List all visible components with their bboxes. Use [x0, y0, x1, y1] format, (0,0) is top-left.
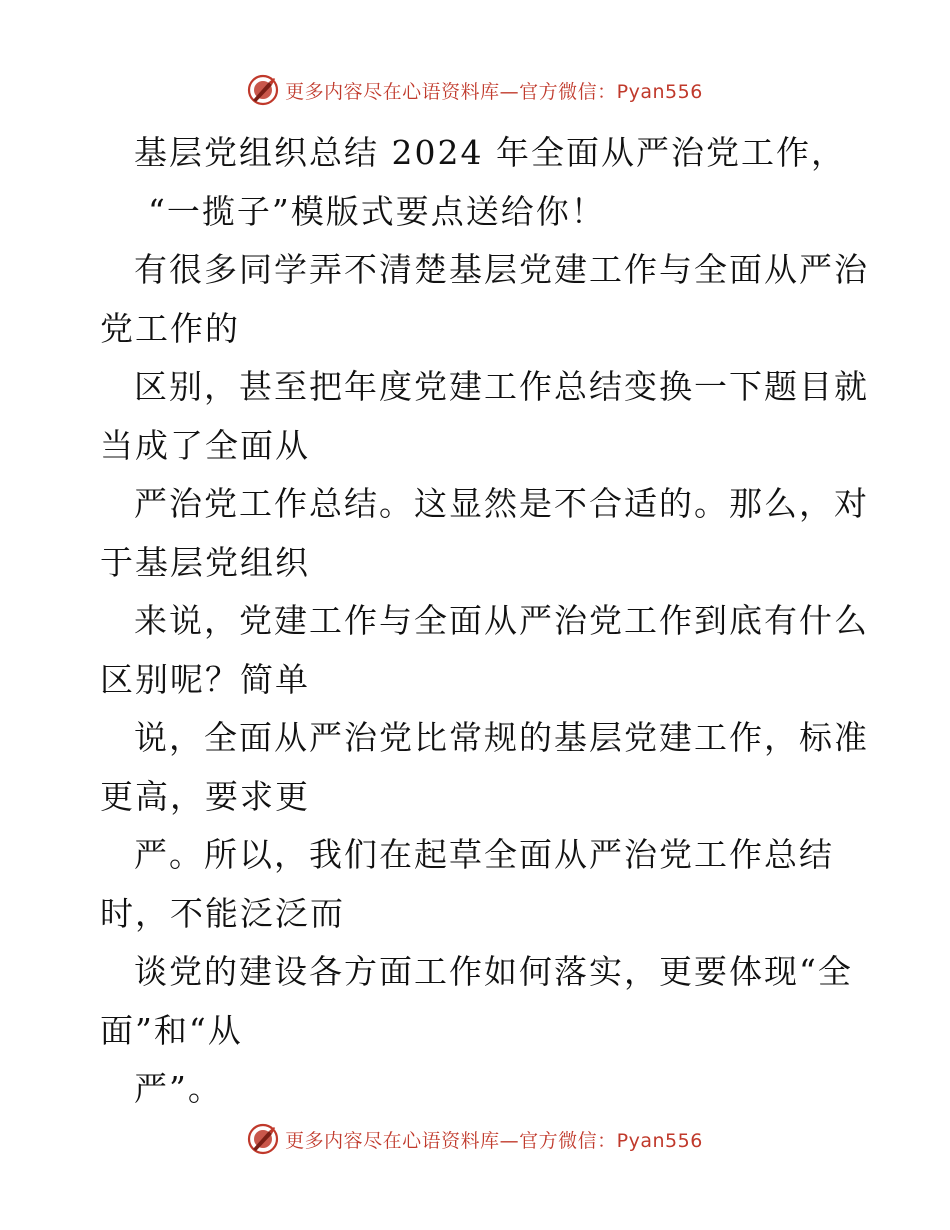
- paragraph-line: 来说，党建工作与全面从严治党工作到底有什么: [134, 601, 869, 640]
- document-body: [100, 124, 869, 1119]
- paragraph-line: 党工作的: [100, 308, 240, 348]
- paragraph-line: 严。所以，我们在起草全面从严治党工作总结: [134, 835, 834, 874]
- watermark-text: 更多内容尽在心语资料库—官方微信：Pyan556: [285, 80, 703, 103]
- paragraph-line: 有很多同学弄不清楚基层党建工作与全面从严治: [134, 250, 869, 289]
- paragraph-line: 面”和“从: [100, 1010, 243, 1050]
- footer-watermark: [0, 1121, 950, 1157]
- paragraph-line: 谈党的建设各方面工作如何落实，更要体现“全: [134, 952, 853, 991]
- quill-pen-logo-icon: [247, 1123, 279, 1155]
- title-line-1: 基层党组织总结 2024 年全面从严治党工作，: [134, 133, 846, 172]
- paragraph-line: 严治党工作总结。这显然是不合适的。那么，对: [134, 484, 869, 523]
- paragraph-line: 严”。: [134, 1069, 223, 1108]
- paragraph-line: 区别，甚至把年度党建工作总结变换一下题目就: [134, 367, 869, 406]
- paragraph-line: 区别呢？简单: [100, 659, 310, 699]
- paragraph-line: 于基层党组织: [100, 542, 310, 582]
- title-line-2: “一揽子”模版式要点送给你！: [148, 191, 606, 231]
- paragraph-line: 说，全面从严治党比常规的基层党建工作，标准: [134, 718, 869, 757]
- paragraph-line: 当成了全面从: [100, 425, 310, 465]
- header-watermark: [0, 72, 950, 108]
- paragraph-line: 时，不能泛泛而: [100, 893, 345, 933]
- quill-pen-logo-icon: [247, 74, 279, 106]
- paragraph-line: 更高，要求更: [100, 776, 310, 816]
- watermark-text: 更多内容尽在心语资料库—官方微信：Pyan556: [285, 1129, 703, 1152]
